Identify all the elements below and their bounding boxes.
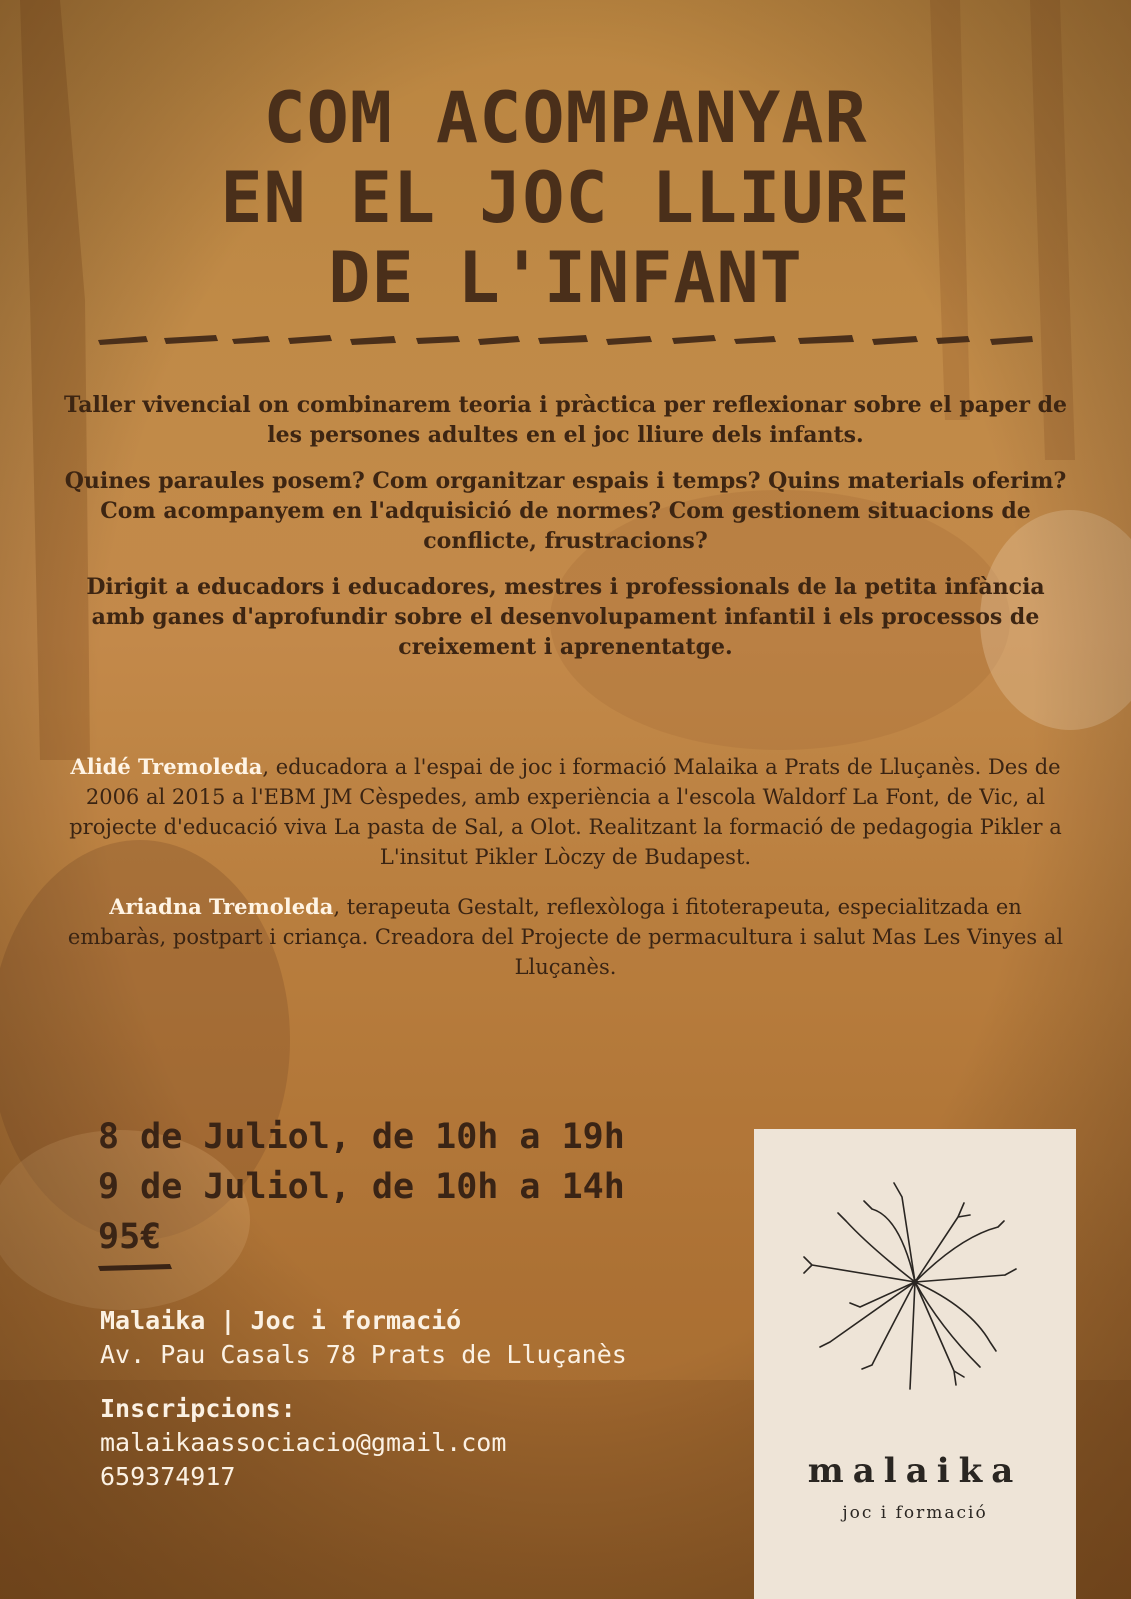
schedule xyxy=(98,1112,625,1262)
price: 95€ xyxy=(98,1217,162,1257)
schedule-day-1: 8 de Juliol, de 10h a 19h xyxy=(98,1117,625,1157)
intro-paragraph-1: Taller vivencial on combinarem teoria i pràctica per reflexionar sobre el paper de les persones adultes en el joc lliure dels infants. xyxy=(64,392,1067,448)
title-line-3: DE L'INFANT xyxy=(328,237,803,319)
intro-paragraph-2: Quines paraules posem? Com organitzar espais i temps? Quins materials oferim? Com acompanyem en l'adquisició de normes? Com gestionem situacions de conflicte, frustracions? xyxy=(64,468,1067,554)
bio-1 xyxy=(60,752,1071,872)
title-line-2: EN EL JOC LLIURE xyxy=(220,157,911,239)
intro-text xyxy=(60,390,1071,678)
logo-tagline: joc i formació xyxy=(842,1503,988,1523)
intro-paragraph-3: Dirigit a educadors i educadores, mestres i professionals de la petita infància amb ganes d'aprofundir sobre el desenvolupament infantil i els processos de creixement i aprenentatge. xyxy=(86,574,1045,660)
bio-2-text: , terapeuta Gestalt, reflexòloga i fitoterapeuta, especialitzada en embaràs, postpart i criança. Creadora del Projecte de permacultura i salut Mas Les Vinyes al Lluçanès. xyxy=(67,895,1064,979)
schedule-day-2: 9 de Juliol, de 10h a 14h xyxy=(98,1167,625,1207)
registration-email[interactable]: malaikaassociacio@gmail.com xyxy=(100,1428,507,1457)
bio-1-name: Alidé Tremoleda xyxy=(70,754,263,779)
contact-info xyxy=(100,1304,627,1494)
bio-2 xyxy=(60,892,1071,982)
venue-name: Malaika | Joc i formació xyxy=(100,1306,462,1335)
price-underline xyxy=(98,1262,172,1272)
bio-1-text: , educadora a l'espai de joc i formació Malaika a Prats de Lluçanès. Des de 2006 al 2015 a l'EBM JM Cèspedes, amb experiència a l'escola Waldorf La Font, de Vic, al projecte d'educació viva La pasta de Sal, a Olot. Realitzant la formació de pedagogia Pikler a L'insitut Pikler Lòczy de Budapest. xyxy=(69,755,1062,869)
malaika-logo-card xyxy=(754,1129,1076,1599)
bio-2-name: Ariadna Tremoleda xyxy=(109,894,334,919)
dashed-divider xyxy=(98,326,1033,352)
dandelion-logo-icon xyxy=(790,1157,1040,1407)
venue-address: Av. Pau Casals 78 Prats de Lluçanès xyxy=(100,1340,627,1369)
logo-name: malaika xyxy=(807,1451,1023,1491)
title-line-1: COM ACOMPANYAR xyxy=(263,77,868,159)
registration-label: Inscripcions: xyxy=(100,1394,296,1423)
facilitator-bios xyxy=(60,752,1071,1002)
registration-phone[interactable]: 659374917 xyxy=(100,1462,236,1491)
poster-title xyxy=(0,78,1131,318)
